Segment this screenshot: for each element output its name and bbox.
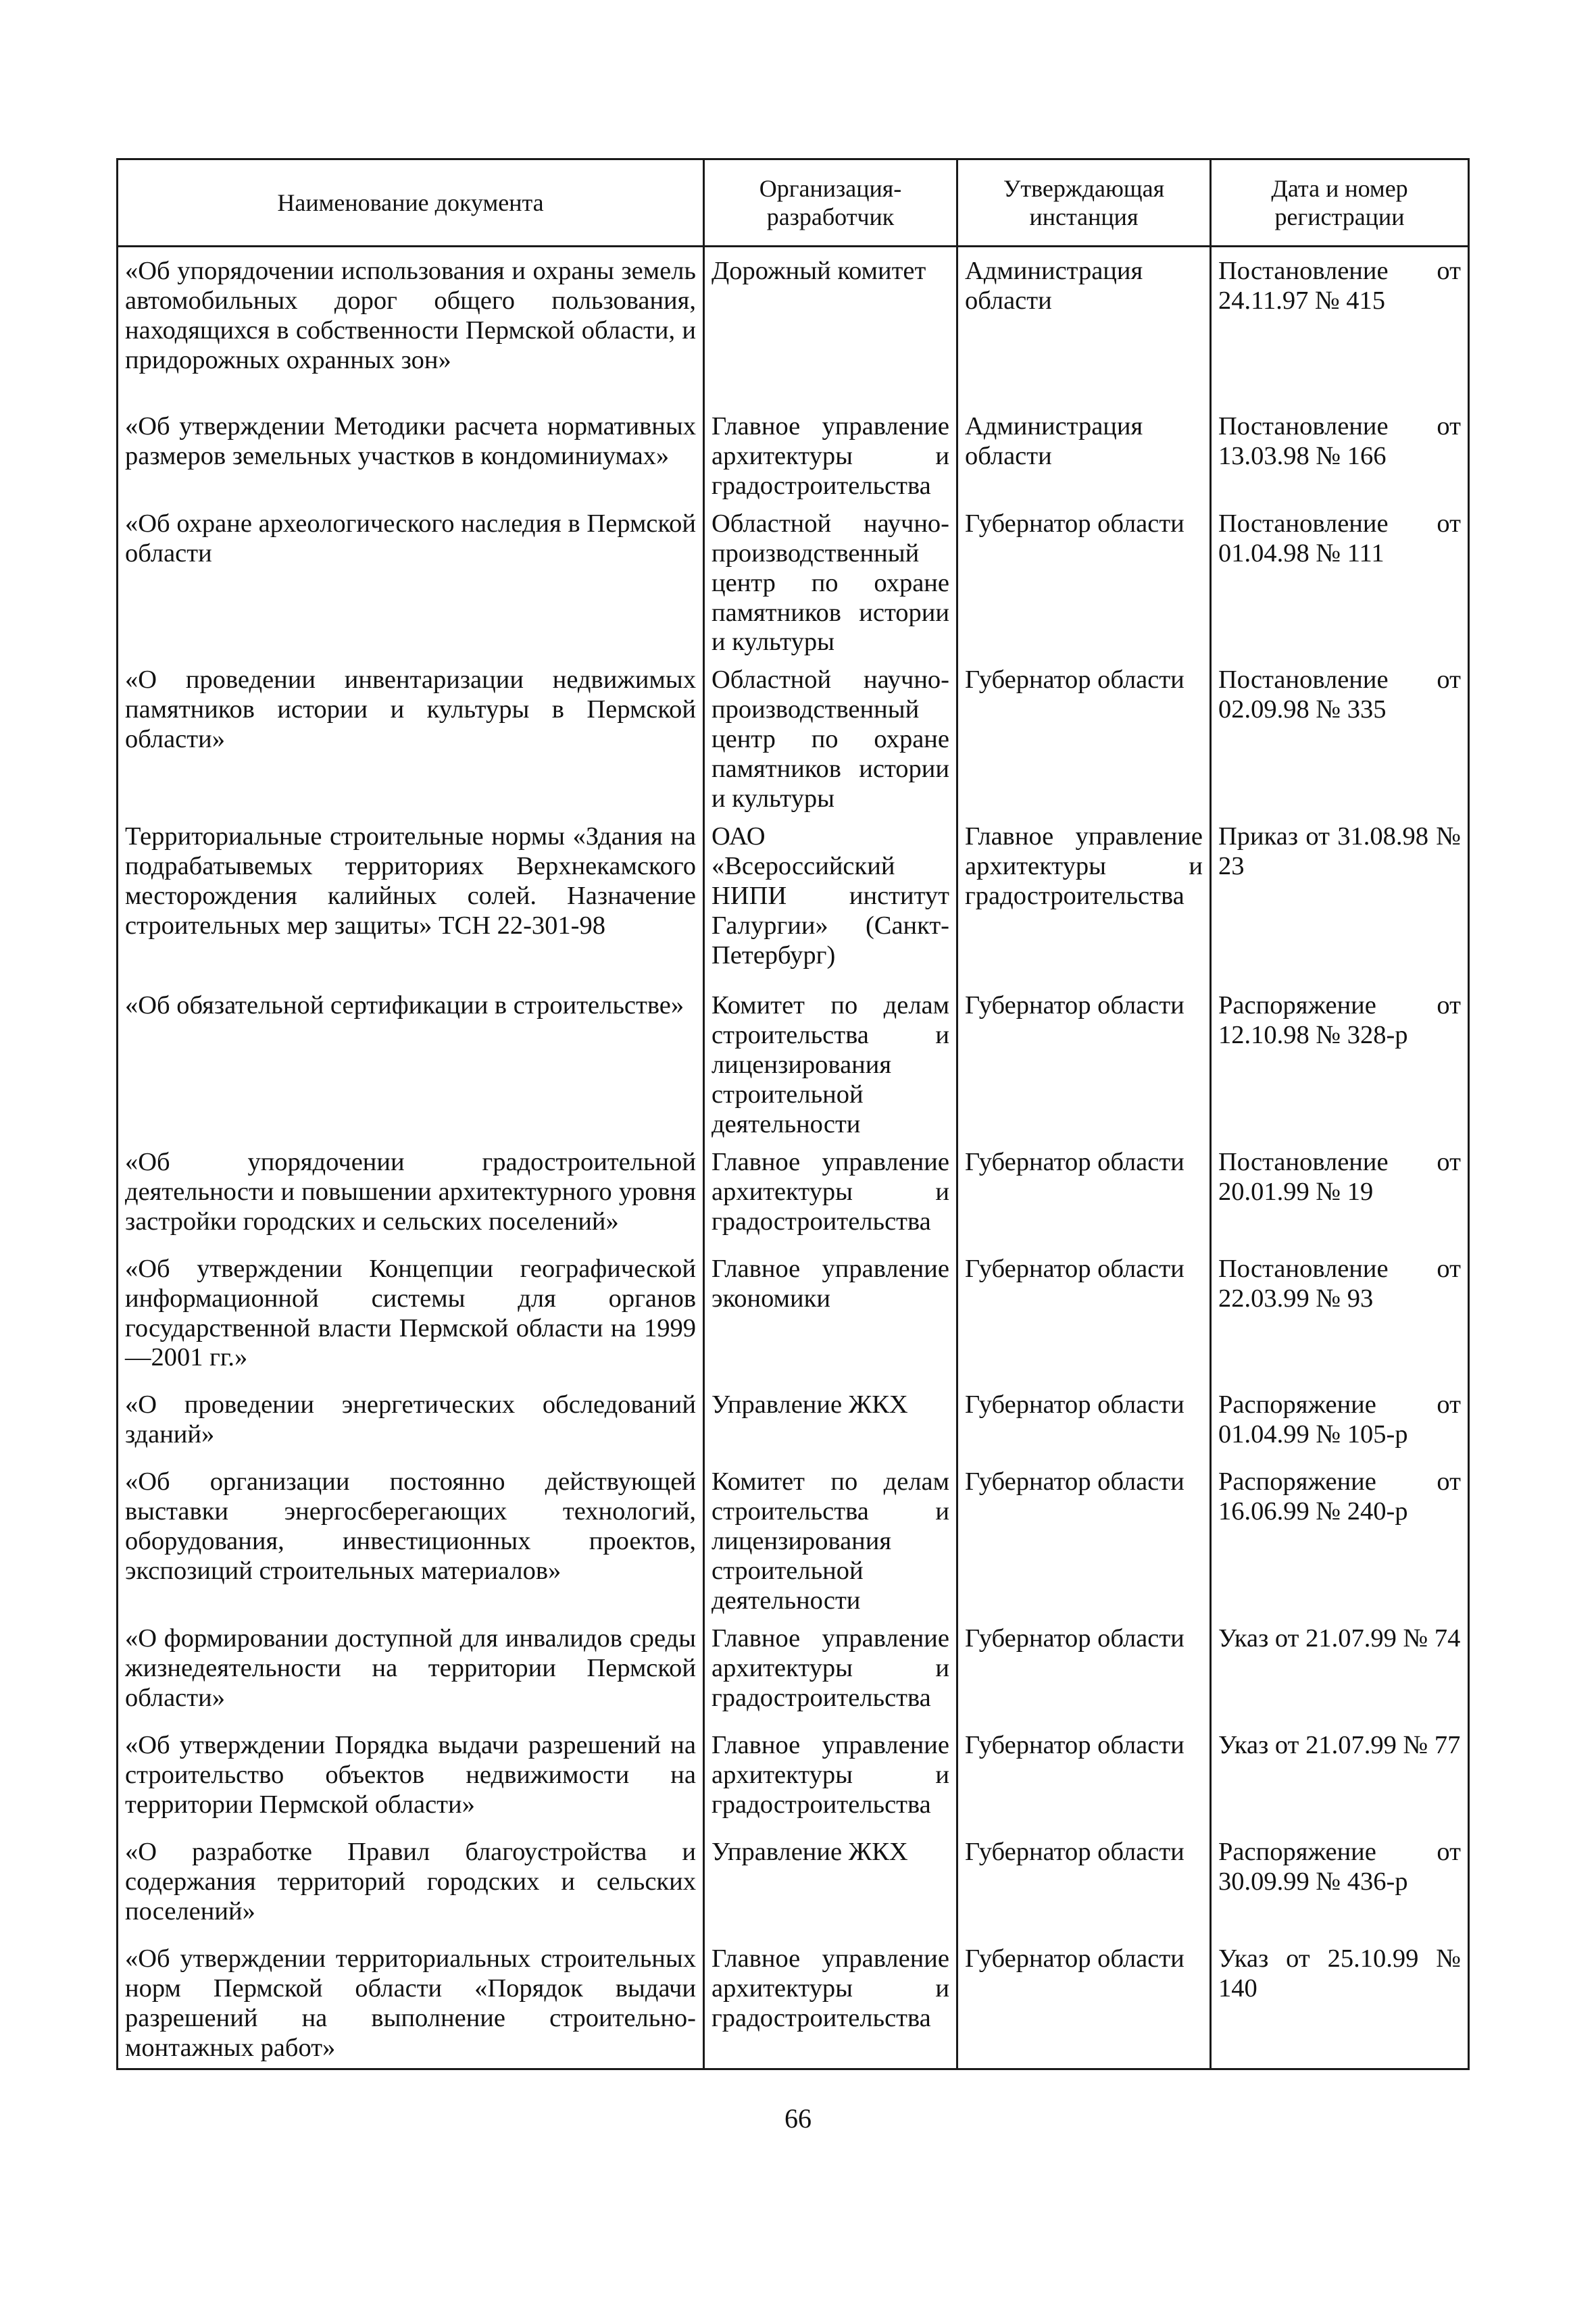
table-row	[118, 1835, 1469, 1942]
cell-document-name: «Об упорядочении использования и охраны земель автомобильных дорог общего пользования, находящихся в собственности Пермской области, и придорожных охранных зон»	[118, 247, 704, 409]
cell-developer: Главное управление архитектуры и градостроительства	[704, 1621, 957, 1728]
cell-approver: Губернатор области	[957, 1728, 1211, 1835]
table-row	[118, 1145, 1469, 1252]
cell-approver: Губернатор области	[957, 1465, 1211, 1621]
table-row	[118, 988, 1469, 1145]
table-row	[118, 1942, 1469, 2069]
cell-registration: Распоряжение от 01.04.99 № 105-р	[1211, 1388, 1469, 1465]
cell-registration: Указ от 25.10.99 № 140	[1211, 1942, 1469, 2069]
cell-registration: Распоряжение от 30.09.99 № 436-р	[1211, 1835, 1469, 1942]
header-approver: Утверждающая инстанция	[957, 159, 1211, 247]
cell-document-name: «Об утверждении территориальных строительных норм Пермской области «Порядок выдачи разрешений на выполнение строительно-монтажных работ»	[118, 1942, 704, 2069]
cell-approver: Администрация области	[957, 247, 1211, 409]
cell-document-name: «Об обязательной сертификации в строительстве»	[118, 988, 704, 1145]
cell-registration: Постановление от 20.01.99 № 19	[1211, 1145, 1469, 1252]
table-row	[118, 409, 1469, 507]
cell-document-name: «О проведении энергетических обследований зданий»	[118, 1388, 704, 1465]
cell-developer: Главное управление архитектуры и градостроительства	[704, 409, 957, 507]
cell-developer: Главное управление архитектуры и градостроительства	[704, 1942, 957, 2069]
cell-document-name: «О проведении инвентаризации недвижимых памятников истории и культуры в Пермской области»	[118, 663, 704, 820]
table-row	[118, 663, 1469, 820]
cell-document-name: «Об утверждении Методики расчета нормативных размеров земельных участков в кондоминиумах»	[118, 409, 704, 507]
table-row	[118, 1388, 1469, 1465]
cell-registration: Распоряжение от 12.10.98 № 328-р	[1211, 988, 1469, 1145]
cell-approver: Губернатор области	[957, 1252, 1211, 1388]
cell-document-name: «Об охране археологического наследия в Пермской области	[118, 507, 704, 663]
cell-approver: Губернатор области	[957, 1145, 1211, 1252]
cell-developer: Главное управление экономики	[704, 1252, 957, 1388]
cell-document-name: Территориальные строительные нормы «Здания на подрабатывемых территориях Верхнекамского месторождения калийных солей. Назначение строительных мер защиты» ТСН 22-301-98	[118, 820, 704, 988]
cell-developer: Управление ЖКХ	[704, 1388, 957, 1465]
cell-registration: Постановление от 02.09.98 № 335	[1211, 663, 1469, 820]
header-registration: Дата и номер регистрации	[1211, 159, 1469, 247]
header-developer: Организация- разработчик	[704, 159, 957, 247]
cell-document-name: «Об утверждении Концепции географической информационной системы для органов государственной власти Пермской области на 1999—2001 гг.»	[118, 1252, 704, 1388]
cell-approver: Главное управление архитектуры и градостроительства	[957, 820, 1211, 988]
table-row	[118, 1621, 1469, 1728]
table-row	[118, 507, 1469, 663]
cell-registration: Постановление от 24.11.97 № 415	[1211, 247, 1469, 409]
cell-registration: Указ от 21.07.99 № 74	[1211, 1621, 1469, 1728]
page-number: 66	[784, 2103, 812, 2134]
cell-developer: Управление ЖКХ	[704, 1835, 957, 1942]
document-registry-table	[116, 158, 1470, 2070]
table-header	[118, 159, 1469, 247]
cell-developer: Областной научно-производственный центр по охране памятников истории и культуры	[704, 663, 957, 820]
cell-registration: Распоряжение от 16.06.99 № 240-р	[1211, 1465, 1469, 1621]
cell-document-name: «О формировании доступной для инвалидов среды жизнедеятельности на территории Пермской области»	[118, 1621, 704, 1728]
table-row	[118, 1728, 1469, 1835]
cell-registration: Постановление от 01.04.98 № 111	[1211, 507, 1469, 663]
cell-developer: Дорожный комитет	[704, 247, 957, 409]
cell-developer: ОАО «Всероссийский НИПИ институт Галургии» (Санкт-Петербург)	[704, 820, 957, 988]
table-row	[118, 1252, 1469, 1388]
cell-developer: Комитет по делам строительства и лицензирования строительной деятельности	[704, 1465, 957, 1621]
cell-registration: Постановление от 22.03.99 № 93	[1211, 1252, 1469, 1388]
cell-registration: Приказ от 31.08.98 № 23	[1211, 820, 1469, 988]
cell-approver: Губернатор области	[957, 1942, 1211, 2069]
table-row	[118, 820, 1469, 988]
cell-approver: Губернатор области	[957, 663, 1211, 820]
cell-developer: Комитет по делам строительства и лицензирования строительной деятельности	[704, 988, 957, 1145]
table-row	[118, 247, 1469, 409]
header-row	[118, 159, 1469, 247]
cell-approver: Губернатор области	[957, 1835, 1211, 1942]
table-row	[118, 1465, 1469, 1621]
cell-approver: Губернатор области	[957, 988, 1211, 1145]
cell-registration: Постановление от 13.03.98 № 166	[1211, 409, 1469, 507]
header-document-name: Наименование документа	[118, 159, 704, 247]
cell-document-name: «Об утверждении Порядка выдачи разрешений на строительство объектов недвижимости на территории Пермской области»	[118, 1728, 704, 1835]
cell-approver: Губернатор области	[957, 1388, 1211, 1465]
cell-document-name: «О разработке Правил благоустройства и содержания территорий городских и сельских поселений»	[118, 1835, 704, 1942]
cell-registration: Указ от 21.07.99 № 77	[1211, 1728, 1469, 1835]
cell-developer: Главное управление архитектуры и градостроительства	[704, 1145, 957, 1252]
cell-approver: Администрация области	[957, 409, 1211, 507]
table-body	[118, 247, 1469, 2069]
cell-document-name: «Об организации постоянно действующей выставки энергосберегающих технологий, оборудования, инвестиционных проектов, экспозиций строительных материалов»	[118, 1465, 704, 1621]
cell-developer: Областной научно-производственный центр по охране памятников истории и культуры	[704, 507, 957, 663]
cell-document-name: «Об упорядочении градостроительной деятельности и повышении архитектурного уровня застройки городских и сельских поселений»	[118, 1145, 704, 1252]
cell-approver: Губернатор области	[957, 1621, 1211, 1728]
cell-approver: Губернатор области	[957, 507, 1211, 663]
cell-developer: Главное управление архитектуры и градостроительства	[704, 1728, 957, 1835]
